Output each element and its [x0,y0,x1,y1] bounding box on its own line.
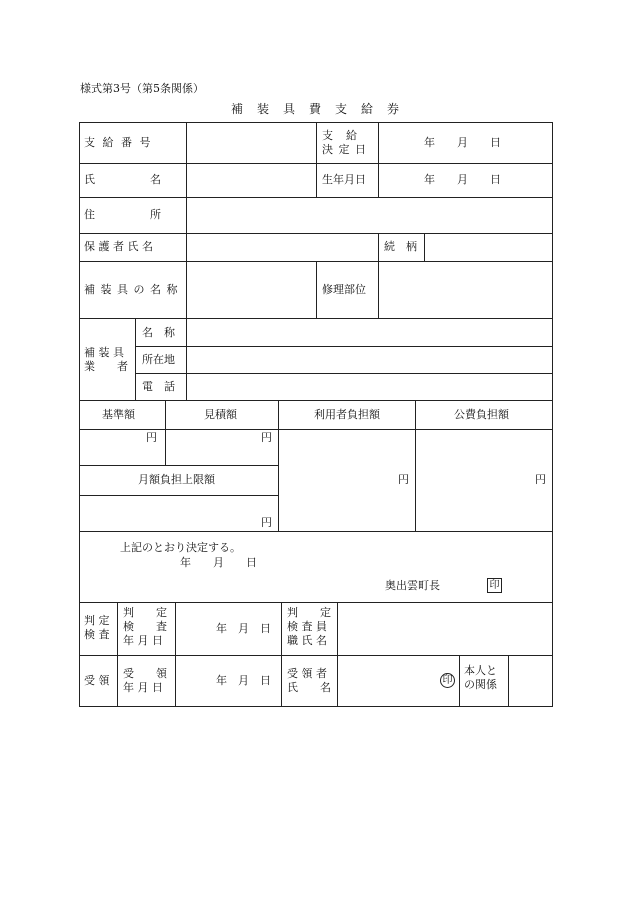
relationship-label: 続 柄 [384,240,417,253]
form-number-label: 様式第3号（第5条関係） [80,82,204,95]
name-label: 氏 名 [84,173,161,186]
inspection-date-label: 判 定 検 査 年 月 日 [123,606,167,647]
user-burden-label: 利用者負担額 [314,408,380,421]
standard-amount-label: 基準額 [102,408,135,421]
issuer-title: 奥出雲町長 [385,579,440,592]
date-of-birth-label: 生年月日 [322,173,366,186]
repair-part-label: 修理部位 [322,283,366,296]
user-burden-yen: 円 [398,473,409,486]
receiver-seal-mark: 印 [440,673,455,688]
estimate-amount-yen: 円 [261,431,272,444]
vendor-group-label: 補 装 具 業 者 [84,346,128,373]
receipt-date-value: 年 月 日 [216,674,271,687]
guardian-name-label: 保 護 者 氏 名 [84,240,153,253]
payment-number-label: 支 給 番 号 [84,136,153,149]
issuer-seal-mark: 印 [487,578,502,593]
vendor-name-label: 名 称 [142,326,175,339]
device-name-label: 補 装 具 の 名 称 [84,283,179,296]
document-title: 補装具費支給券 [230,102,413,116]
vendor-phone-label: 電 話 [142,380,175,393]
public-burden-label: 公費負担額 [454,408,509,421]
monthly-cap-label: 月額負担上限額 [138,473,215,486]
payment-decision-date-value: 年 月 日 [424,136,501,149]
address-label: 住 所 [84,208,161,221]
receipt-date-label: 受 領 年 月 日 [123,667,167,694]
relationship-to-person-label: 本人と の関係 [464,664,497,691]
receiver-name-label: 受 領 者 氏 名 [287,667,331,694]
monthly-cap-yen: 円 [261,516,272,529]
public-burden-yen: 円 [535,473,546,486]
decision-date: 年 月 日 [180,556,257,569]
estimate-amount-label: 見積額 [204,408,237,421]
inspector-name-label: 判 定 検 査 員 職 氏 名 [287,606,331,647]
payment-decision-date-label: 支 給 決 定 日 [322,129,367,156]
standard-amount-yen: 円 [146,431,157,444]
date-of-birth-value: 年 月 日 [424,173,501,186]
receipt-label: 受 領 [84,674,110,687]
vendor-location-label: 所在地 [142,353,175,366]
inspection-date-value: 年 月 日 [216,622,271,635]
inspection-label: 判 定 検 査 [84,614,110,641]
decision-statement: 上記のとおり決定する。 [120,541,241,554]
